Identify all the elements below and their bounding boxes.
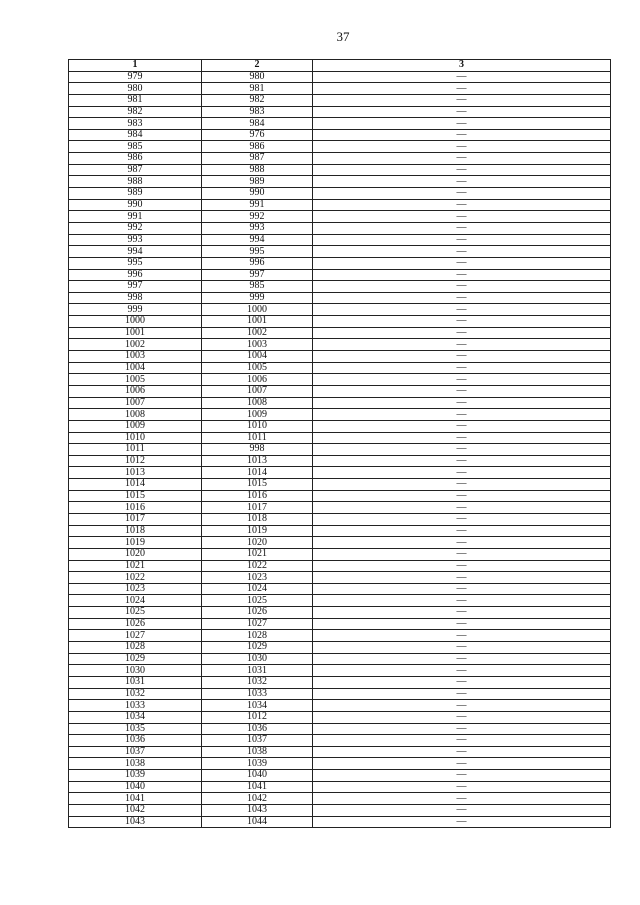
table-cell-col-1: 1022 [69,572,202,584]
table-row [69,746,611,758]
table-row [69,292,611,304]
table-cell-col-1: 996 [69,269,202,281]
table-cell-col-3: — [313,548,611,560]
table-cell-col-2: 981 [202,83,313,95]
table-cell-col-1: 1030 [69,665,202,677]
table-cell-col-3: — [313,222,611,234]
table-row [69,199,611,211]
table-cell-col-2: 1041 [202,781,313,793]
table-cell-col-1: 1014 [69,479,202,491]
table-row [69,816,611,828]
table-cell-col-1: 993 [69,234,202,246]
table-cell-col-2: 986 [202,141,313,153]
table-cell-col-1: 1037 [69,746,202,758]
table-cell-col-3: — [313,676,611,688]
table-cell-col-3: — [313,723,611,735]
table-cell-col-1: 1025 [69,607,202,619]
table-cell-col-3: — [313,83,611,95]
table-cell-col-1: 1038 [69,758,202,770]
table-cell-col-2: 985 [202,281,313,293]
table-cell-col-1: 1003 [69,351,202,363]
table-cell-col-3: — [313,351,611,363]
table-cell-col-3: — [313,129,611,141]
table-row [69,188,611,200]
table-cell-col-2: 1033 [202,688,313,700]
table-cell-col-2: 1032 [202,676,313,688]
table-cell-col-2: 1020 [202,537,313,549]
table-cell-col-3: — [313,269,611,281]
table-row [69,374,611,386]
table-cell-col-2: 983 [202,106,313,118]
table-cell-col-3: — [313,188,611,200]
table-row [69,560,611,572]
table-cell-col-1: 1026 [69,618,202,630]
table-cell-col-2: 1007 [202,385,313,397]
table-row [69,630,611,642]
table-cell-col-1: 1016 [69,502,202,514]
table-cell-col-1: 1043 [69,816,202,828]
table-cell-col-3: — [313,805,611,817]
table-cell-col-1: 1042 [69,805,202,817]
table-cell-col-1: 1011 [69,444,202,456]
table-cell-col-1: 984 [69,129,202,141]
table-cell-col-1: 1012 [69,455,202,467]
table-cell-col-2: 1034 [202,700,313,712]
table-cell-col-1: 1004 [69,362,202,374]
table-cell-col-1: 1008 [69,409,202,421]
table-cell-col-3: — [313,71,611,83]
table-row [69,618,611,630]
table-cell-col-2: 1015 [202,479,313,491]
table-cell-col-3: — [313,292,611,304]
table-row [69,176,611,188]
table-cell-col-3: — [313,409,611,421]
table-cell-col-2: 1008 [202,397,313,409]
table-cell-col-1: 999 [69,304,202,316]
table-cell-col-2: 1010 [202,420,313,432]
table-cell-col-3: — [313,199,611,211]
table-cell-col-2: 1012 [202,711,313,723]
table-cell-col-3: — [313,711,611,723]
table-row [69,420,611,432]
table-cell-col-1: 990 [69,199,202,211]
table-cell-col-3: — [313,327,611,339]
table-row [69,770,611,782]
table-header [69,60,611,72]
table-cell-col-3: — [313,770,611,782]
table-row [69,735,611,747]
table-cell-col-1: 1039 [69,770,202,782]
table-row [69,234,611,246]
table-cell-col-2: 1016 [202,490,313,502]
table-cell-col-3: — [313,118,611,130]
table-cell-col-3: — [313,665,611,677]
table-cell-col-3: — [313,630,611,642]
table-cell-col-3: — [313,653,611,665]
table-cell-col-2: 1030 [202,653,313,665]
table-cell-col-2: 1009 [202,409,313,421]
table-cell-col-2: 1001 [202,316,313,328]
table-cell-col-1: 981 [69,94,202,106]
table-row [69,642,611,654]
table-cell-col-1: 1007 [69,397,202,409]
table-row [69,304,611,316]
table-cell-col-3: — [313,176,611,188]
data-table [68,59,611,828]
table-row [69,327,611,339]
table-row [69,700,611,712]
table-cell-col-3: — [313,362,611,374]
table-body [69,71,611,828]
table-cell-col-2: 1031 [202,665,313,677]
table-cell-col-1: 989 [69,188,202,200]
table-cell-col-3: — [313,455,611,467]
table-row [69,595,611,607]
table-row [69,805,611,817]
table-cell-col-3: — [313,513,611,525]
table-cell-col-2: 1018 [202,513,313,525]
table-cell-col-2: 1029 [202,642,313,654]
table-row [69,455,611,467]
column-header-2: 2 [202,60,313,72]
table-cell-col-3: — [313,583,611,595]
table-cell-col-3: — [313,374,611,386]
table-cell-col-1: 1001 [69,327,202,339]
table-row [69,676,611,688]
table-cell-col-1: 988 [69,176,202,188]
table-cell-col-2: 1025 [202,595,313,607]
table-cell-col-2: 1024 [202,583,313,595]
table-cell-col-1: 1040 [69,781,202,793]
table-row [69,653,611,665]
table-cell-col-1: 1015 [69,490,202,502]
table-row [69,490,611,502]
table-cell-col-2: 995 [202,246,313,258]
table-row [69,758,611,770]
table-cell-col-1: 1029 [69,653,202,665]
table-cell-col-1: 987 [69,164,202,176]
table-cell-col-3: — [313,164,611,176]
table-cell-col-2: 1039 [202,758,313,770]
table-cell-col-3: — [313,642,611,654]
table-row [69,153,611,165]
table-cell-col-1: 1033 [69,700,202,712]
table-row [69,362,611,374]
table-row [69,222,611,234]
table-cell-col-3: — [313,502,611,514]
table-row [69,723,611,735]
table-row [69,548,611,560]
table-cell-col-3: — [313,490,611,502]
table-row [69,118,611,130]
table-cell-col-2: 996 [202,257,313,269]
table-cell-col-3: — [313,816,611,828]
table-cell-col-1: 1009 [69,420,202,432]
table-cell-col-3: — [313,211,611,223]
table-cell-col-1: 1032 [69,688,202,700]
column-header-3: 3 [313,60,611,72]
table-row [69,71,611,83]
table-cell-col-1: 998 [69,292,202,304]
table-cell-col-2: 999 [202,292,313,304]
table-row [69,164,611,176]
table-cell-col-3: — [313,735,611,747]
table-cell-col-1: 1017 [69,513,202,525]
table-header-row [69,60,611,72]
table-cell-col-3: — [313,304,611,316]
table-cell-col-3: — [313,700,611,712]
table-cell-col-3: — [313,397,611,409]
table-cell-col-1: 1000 [69,316,202,328]
table-row [69,479,611,491]
table-cell-col-1: 1005 [69,374,202,386]
table-cell-col-1: 1027 [69,630,202,642]
table-cell-col-2: 984 [202,118,313,130]
table-cell-col-2: 976 [202,129,313,141]
table-row [69,513,611,525]
table-row [69,351,611,363]
table-cell-col-2: 1005 [202,362,313,374]
table-row [69,94,611,106]
table-cell-col-1: 997 [69,281,202,293]
table-cell-col-1: 1010 [69,432,202,444]
table-cell-col-2: 982 [202,94,313,106]
table-row [69,572,611,584]
table-cell-col-2: 990 [202,188,313,200]
table-cell-col-2: 1037 [202,735,313,747]
table-cell-col-1: 1023 [69,583,202,595]
table-row [69,257,611,269]
table-cell-col-1: 1018 [69,525,202,537]
table-row [69,781,611,793]
table-cell-col-3: — [313,153,611,165]
table-cell-col-1: 1036 [69,735,202,747]
table-row [69,106,611,118]
table-cell-col-2: 1022 [202,560,313,572]
table-cell-col-2: 1036 [202,723,313,735]
table-row [69,83,611,95]
table-row [69,385,611,397]
table-cell-col-3: — [313,385,611,397]
table-row [69,281,611,293]
table-cell-col-3: — [313,572,611,584]
table-row [69,793,611,805]
table-cell-col-2: 1026 [202,607,313,619]
table-row [69,211,611,223]
table-row [69,409,611,421]
table-cell-col-3: — [313,141,611,153]
table-cell-col-1: 1041 [69,793,202,805]
column-header-1: 1 [69,60,202,72]
table-row [69,129,611,141]
table-cell-col-2: 987 [202,153,313,165]
table-row [69,397,611,409]
table-cell-col-3: — [313,781,611,793]
table-cell-col-1: 1031 [69,676,202,688]
table-cell-col-2: 1017 [202,502,313,514]
table-row [69,502,611,514]
table-row [69,525,611,537]
table-cell-col-1: 980 [69,83,202,95]
table-cell-col-1: 994 [69,246,202,258]
table-cell-col-2: 1002 [202,327,313,339]
table-cell-col-2: 1019 [202,525,313,537]
table-row [69,432,611,444]
table-cell-col-3: — [313,234,611,246]
table-cell-col-3: — [313,281,611,293]
table-cell-col-3: — [313,339,611,351]
table-cell-col-2: 1042 [202,793,313,805]
table-cell-col-3: — [313,560,611,572]
table-cell-col-2: 992 [202,211,313,223]
table-cell-col-2: 1040 [202,770,313,782]
table-cell-col-3: — [313,257,611,269]
table-cell-col-2: 1043 [202,805,313,817]
table-cell-col-3: — [313,793,611,805]
table-cell-col-2: 991 [202,199,313,211]
table-cell-col-3: — [313,316,611,328]
table-cell-col-1: 1020 [69,548,202,560]
table-cell-col-2: 1044 [202,816,313,828]
table-cell-col-2: 1006 [202,374,313,386]
table-row [69,444,611,456]
table-cell-col-2: 997 [202,269,313,281]
table-cell-col-3: — [313,246,611,258]
table-cell-col-2: 1004 [202,351,313,363]
table-row [69,537,611,549]
table-cell-col-1: 1019 [69,537,202,549]
table-row [69,316,611,328]
table-row [69,607,611,619]
table-cell-col-3: — [313,595,611,607]
table-cell-col-3: — [313,758,611,770]
table-cell-col-1: 1002 [69,339,202,351]
table-cell-col-1: 1013 [69,467,202,479]
table-cell-col-3: — [313,420,611,432]
table-cell-col-1: 1021 [69,560,202,572]
table-row [69,711,611,723]
table-cell-col-3: — [313,688,611,700]
table-cell-col-2: 1003 [202,339,313,351]
page-number: 37 [336,29,350,44]
table-row [69,246,611,258]
table-cell-col-1: 985 [69,141,202,153]
table-cell-col-2: 1038 [202,746,313,758]
table-cell-col-3: — [313,525,611,537]
table-cell-col-2: 1021 [202,548,313,560]
table-cell-col-3: — [313,746,611,758]
table-cell-col-1: 995 [69,257,202,269]
table-cell-col-3: — [313,607,611,619]
table-row [69,339,611,351]
table-cell-col-2: 1000 [202,304,313,316]
table-cell-col-3: — [313,479,611,491]
table-cell-col-1: 982 [69,106,202,118]
table-cell-col-3: — [313,618,611,630]
table-row [69,467,611,479]
table-cell-col-3: — [313,94,611,106]
table-cell-col-2: 1028 [202,630,313,642]
table-cell-col-3: — [313,106,611,118]
table-cell-col-2: 980 [202,71,313,83]
table-cell-col-2: 1013 [202,455,313,467]
table-cell-col-1: 991 [69,211,202,223]
table-cell-col-1: 979 [69,71,202,83]
table-cell-col-2: 994 [202,234,313,246]
table-cell-col-3: — [313,537,611,549]
table-row [69,583,611,595]
table-cell-col-2: 1011 [202,432,313,444]
table-cell-col-1: 1028 [69,642,202,654]
table-cell-col-2: 1027 [202,618,313,630]
table-cell-col-1: 992 [69,222,202,234]
table-cell-col-3: — [313,467,611,479]
table-cell-col-2: 1014 [202,467,313,479]
table-cell-col-2: 998 [202,444,313,456]
table-cell-col-1: 983 [69,118,202,130]
table-row [69,141,611,153]
table-cell-col-1: 986 [69,153,202,165]
table-cell-col-2: 988 [202,164,313,176]
table-cell-col-3: — [313,444,611,456]
table-cell-col-1: 1034 [69,711,202,723]
table-cell-col-2: 1023 [202,572,313,584]
table-row [69,665,611,677]
table-row [69,688,611,700]
table-cell-col-1: 1006 [69,385,202,397]
table-cell-col-3: — [313,432,611,444]
table-row [69,269,611,281]
table-cell-col-2: 989 [202,176,313,188]
table-cell-col-1: 1024 [69,595,202,607]
table-cell-col-2: 993 [202,222,313,234]
table-cell-col-1: 1035 [69,723,202,735]
